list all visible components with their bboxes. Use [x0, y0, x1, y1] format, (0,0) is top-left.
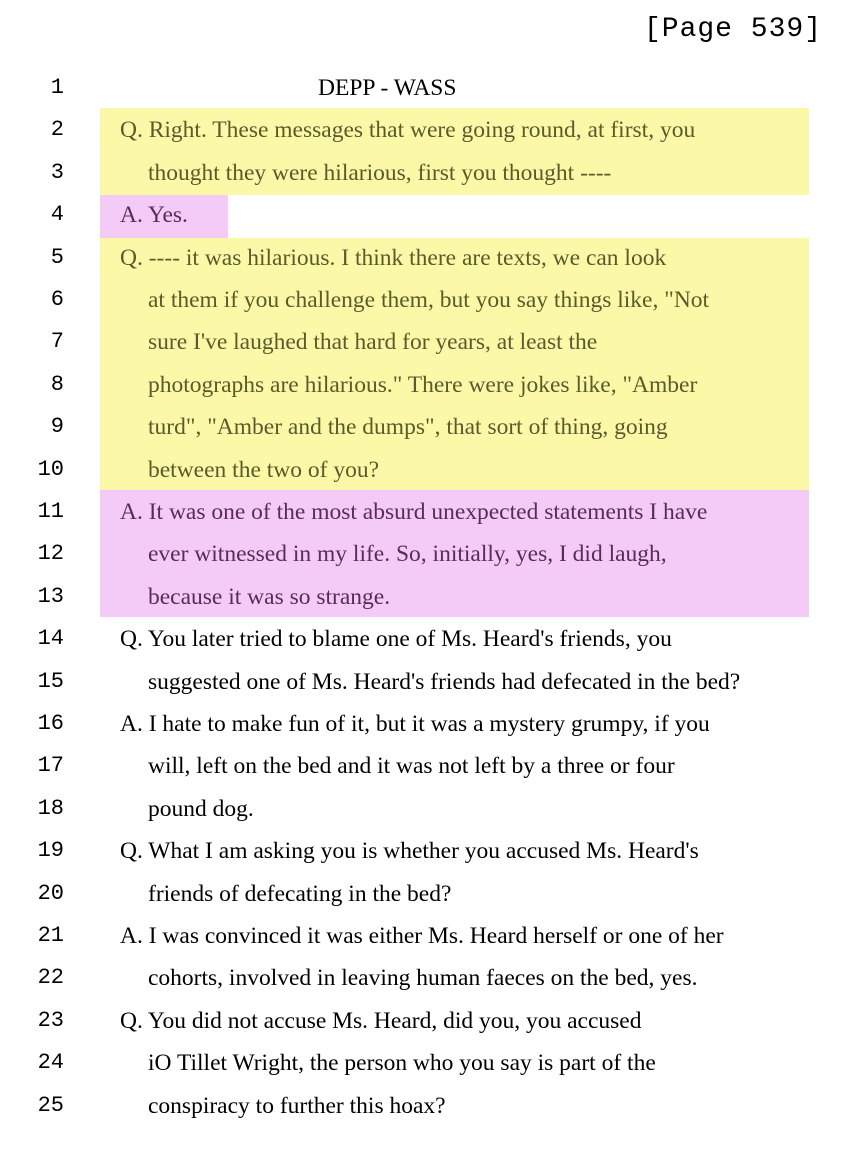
line-text: photographs are hilarious." There were jokes like, "Amber: [148, 371, 698, 398]
transcript-line: [0, 237, 858, 279]
transcript-line: [0, 1085, 858, 1127]
transcript-line: [0, 1042, 858, 1084]
line-text: will, left on the bed and it was not left by a three or four: [148, 753, 675, 780]
line-number: 25: [37, 1092, 64, 1118]
line-number: 24: [37, 1050, 64, 1076]
line-number: 3: [50, 159, 64, 185]
transcript-line: [0, 915, 858, 957]
line-number: 19: [37, 838, 64, 864]
line-number: 6: [50, 287, 64, 312]
line-number: 23: [37, 1007, 64, 1033]
line-text: iO Tillet Wright, the person who you say is part of the: [148, 1050, 656, 1077]
transcript-line: [0, 194, 858, 236]
line-text: pound dog.: [148, 795, 254, 822]
transcript-line: [0, 703, 858, 745]
transcript-line: [0, 152, 858, 194]
line-number: 9: [50, 414, 64, 440]
line-number: 16: [37, 711, 64, 736]
line-number: 13: [37, 583, 64, 609]
line-number: 7: [50, 329, 64, 355]
line-number: 18: [37, 795, 64, 821]
transcript-line: [0, 618, 858, 660]
line-number: 12: [37, 541, 64, 567]
line-text: cohorts, involved in leaving human faeces on the bed, yes.: [148, 965, 698, 992]
line-text: friends of defecating in the bed?: [148, 880, 452, 907]
line-text: A. Yes.: [120, 202, 188, 229]
line-number: 8: [50, 371, 64, 397]
line-text: turd", "Amber and the dumps", that sort of thing, going: [148, 414, 668, 441]
transcript-line: [0, 533, 858, 575]
transcript-line: [0, 830, 858, 872]
line-number: 11: [37, 499, 64, 524]
transcript-line: [0, 491, 858, 533]
line-text: suggested one of Ms. Heard's friends had defecated in the bed?: [148, 668, 741, 695]
transcript-line: [0, 957, 858, 999]
line-text: at them if you challenge them, but you say things like, "Not: [148, 287, 710, 313]
line-text: Q. Right. These messages that were going round, at first, you: [120, 117, 696, 144]
transcript-line: [0, 321, 858, 363]
line-text: thought they were hilarious, first you thought ----: [148, 159, 612, 186]
line-number: 15: [37, 668, 64, 694]
line-number: 2: [50, 117, 64, 143]
line-text: A. It was one of the most absurd unexpected statements I have: [120, 499, 708, 525]
line-number: 21: [37, 923, 64, 948]
line-text: ever witnessed in my life. So, initially, yes, I did laugh,: [148, 541, 667, 568]
transcript-line: [0, 406, 858, 448]
line-text: because it was so strange.: [148, 583, 391, 610]
page-number: [Page 539]: [643, 14, 822, 45]
line-number: 14: [37, 626, 64, 652]
transcript-line: [0, 279, 858, 321]
line-number: 22: [37, 965, 64, 991]
transcript-header: DEPP - WASS: [318, 75, 457, 101]
line-number: 17: [37, 753, 64, 779]
transcript-line: [0, 1000, 858, 1042]
line-text: Q. ---- it was hilarious. I think there are texts, we can look: [120, 244, 667, 271]
line-number: 4: [50, 202, 64, 228]
transcript-line: [0, 661, 858, 703]
line-number: 1: [50, 75, 64, 100]
transcript-line: [0, 449, 858, 491]
transcript-line: [0, 788, 858, 830]
line-text: A. I was convinced it was either Ms. Heard herself or one of her: [120, 923, 724, 949]
line-text: A. I hate to make fun of it, but it was a mystery grumpy, if you: [120, 711, 710, 737]
transcript-line: [0, 576, 858, 618]
line-text: Q. You did not accuse Ms. Heard, did you, you accused: [120, 1007, 642, 1034]
transcript-line: [0, 67, 858, 109]
line-text: sure I've laughed that hard for years, at least the: [148, 329, 598, 356]
transcript-line: [0, 109, 858, 151]
line-text: conspiracy to further this hoax?: [148, 1092, 446, 1119]
line-text: Q. What I am asking you is whether you accused Ms. Heard's: [120, 838, 699, 865]
line-number: 20: [37, 880, 64, 906]
transcript-line: [0, 873, 858, 915]
transcript-line: [0, 364, 858, 406]
line-text: between the two of you?: [148, 456, 380, 483]
line-number: 10: [37, 456, 64, 482]
transcript-line: [0, 745, 858, 787]
line-number: 5: [50, 244, 64, 270]
line-text: Q. You later tried to blame one of Ms. Heard's friends, you: [120, 626, 672, 653]
